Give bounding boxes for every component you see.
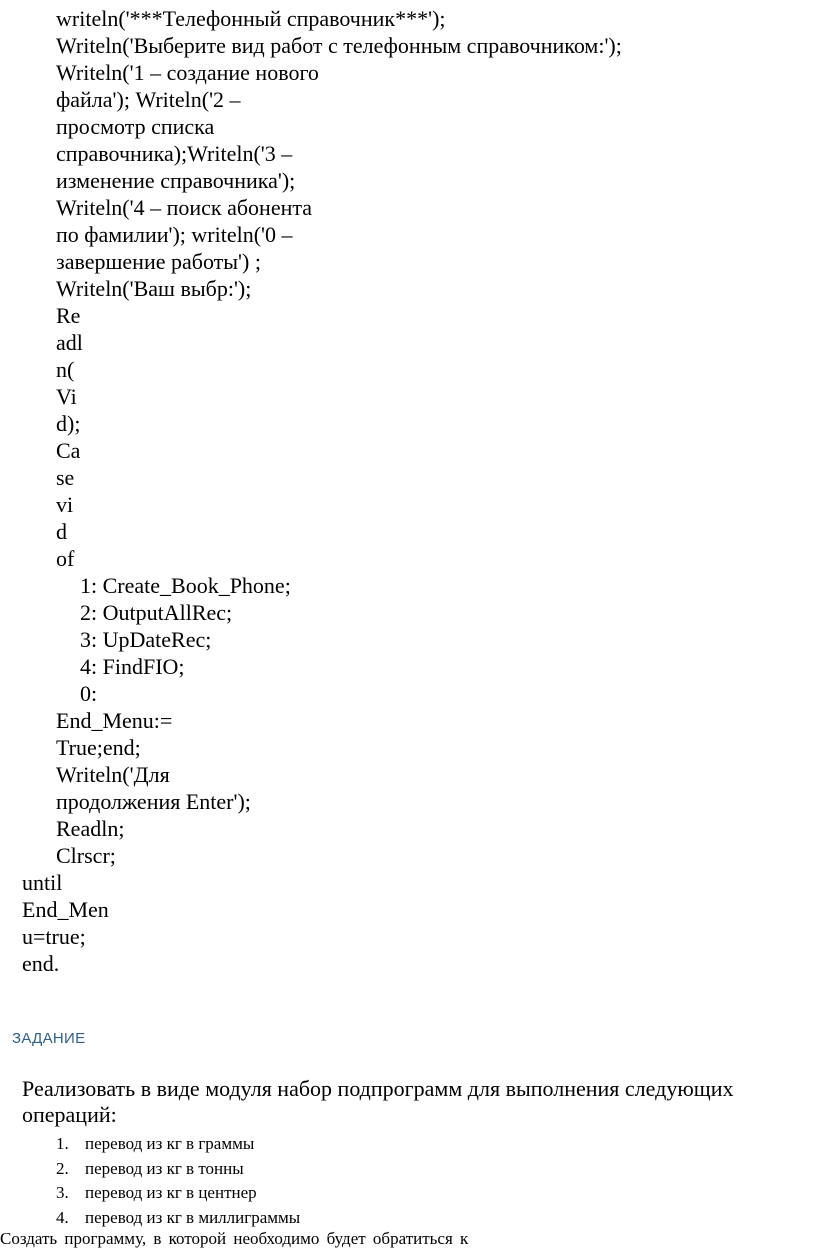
code-line: изменение справочника'); [56, 168, 296, 193]
code-line: d [56, 519, 67, 544]
code-line: по фамилии'); writeln('0 – [56, 222, 293, 247]
code-line: Writeln('4 – поиск абонента [56, 195, 313, 220]
code-line: Clrscr; [56, 843, 116, 868]
code-line: Writeln('Выберите вид работ с телефонным справочником:'); [56, 33, 622, 58]
code-line: 4: FindFIO; [80, 654, 185, 679]
code-line: d); [56, 411, 81, 436]
code-line: True;end; [56, 735, 141, 760]
code-line: 3: UpDateRec; [80, 627, 212, 652]
code-line: end. [22, 951, 60, 976]
code-line: Writeln('Ваш выбр:'); [56, 276, 252, 301]
list-item [56, 1206, 300, 1231]
code-line: завершение работы') ; [56, 249, 261, 274]
list-item-number: 3. [56, 1183, 69, 1202]
code-line: u=true; [22, 924, 86, 949]
code-line: Vi [56, 384, 77, 409]
code-line: n( [56, 357, 75, 382]
list-item-number: 4. [56, 1207, 69, 1227]
code-line: vi [56, 492, 74, 517]
code-line: Re [56, 303, 81, 328]
code-line: adl [56, 330, 83, 355]
code-line: 1: Create_Book_Phone; [80, 573, 291, 598]
section-heading: ЗАДАНИЕ [12, 1030, 86, 1047]
footer-text: Создать программу, в которой необходимо будет обратиться к [0, 1229, 469, 1248]
code-line: Writeln('Для [56, 762, 170, 787]
list-item [56, 1157, 300, 1182]
code-line: se [56, 465, 75, 490]
code-line: просмотр списка [56, 114, 215, 139]
code-line: 0: [80, 681, 98, 706]
code-line: Readln; [56, 816, 125, 841]
task-description: Реализовать в виде модуля набор подпрограмм для выполнения следующих операций: [22, 1076, 734, 1127]
list-item-text: перевод из кг в миллиграммы [85, 1207, 301, 1227]
code-line: продолжения Enter'); [56, 789, 251, 814]
list-item-text: перевод из кг в граммы [85, 1134, 255, 1153]
list-item [56, 1181, 300, 1206]
list-item-text: перевод из кг в тонны [85, 1158, 244, 1178]
code-line: справочника);Writeln('3 – [56, 141, 293, 166]
code-line: 2: OutputAllRec; [80, 600, 233, 625]
code-line: Ca [56, 438, 81, 463]
code-line: of [56, 546, 75, 571]
list-item-number: 1. [56, 1134, 69, 1153]
list-item-text: перевод из кг в центнер [85, 1183, 257, 1202]
code-line: writeln('***Телефонный справочник***'); [56, 6, 446, 31]
code-line: End_Men [22, 897, 109, 922]
list-item-number: 2. [56, 1158, 69, 1178]
task-list [56, 1132, 300, 1230]
code-line: End_Menu:= [56, 708, 173, 733]
code-line: файла'); Writeln('2 – [56, 87, 241, 112]
code-line: until [22, 870, 63, 895]
list-item [56, 1132, 300, 1157]
code-line: Writeln('1 – создание нового [56, 60, 319, 85]
